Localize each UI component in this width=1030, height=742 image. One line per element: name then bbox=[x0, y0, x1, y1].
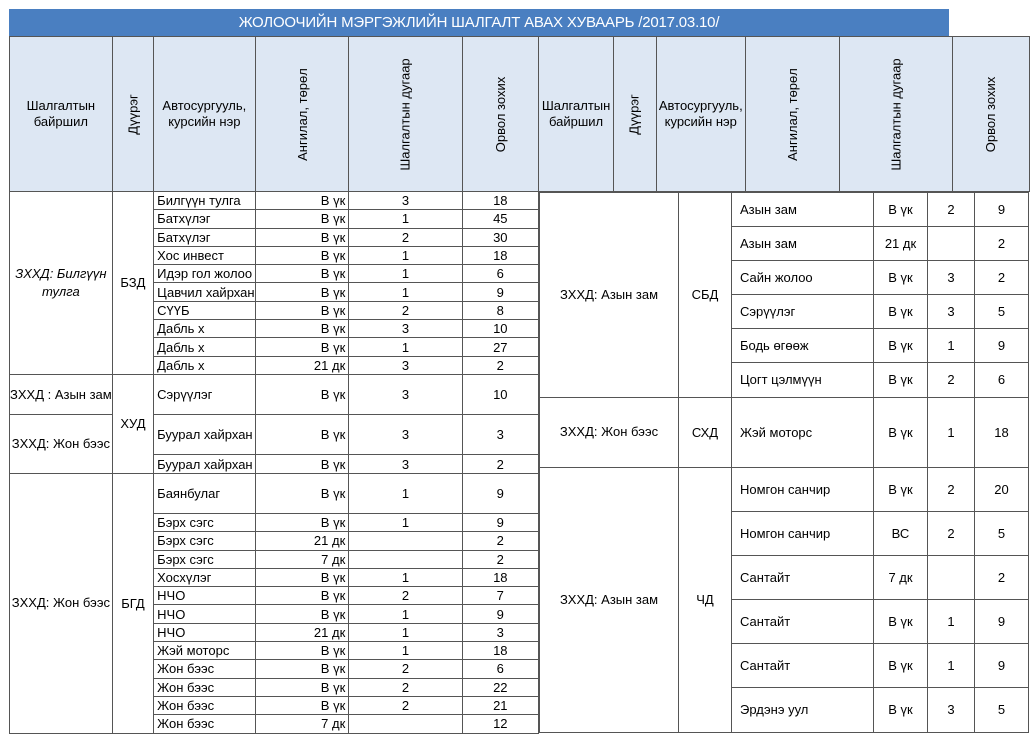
school-name: Бодь өгөөж bbox=[732, 329, 874, 363]
participant-count: 18 bbox=[975, 397, 1029, 467]
header-school: Автосургууль, курсийн нэр bbox=[154, 37, 255, 192]
exam-number: 1 bbox=[928, 397, 975, 467]
category: В үк bbox=[255, 642, 349, 660]
category: В үк bbox=[874, 261, 928, 295]
school-name: Сэрүүлэг bbox=[732, 295, 874, 329]
category: В үк bbox=[874, 643, 928, 687]
exam-number: 1 bbox=[349, 568, 462, 586]
category: В үк bbox=[255, 415, 349, 455]
school-name: Номгон санчир bbox=[732, 467, 874, 511]
exam-number: 1 bbox=[349, 246, 462, 264]
exam-number: 3 bbox=[928, 687, 975, 733]
participant-count: 9 bbox=[975, 599, 1029, 643]
exam-number bbox=[928, 555, 975, 599]
exam-number: 2 bbox=[928, 467, 975, 511]
exam-number bbox=[349, 715, 462, 733]
school-name: Сантайт bbox=[732, 555, 874, 599]
participant-count: 6 bbox=[975, 363, 1029, 398]
participant-count: 3 bbox=[462, 415, 538, 455]
participant-count: 5 bbox=[975, 295, 1029, 329]
category: ВС bbox=[874, 511, 928, 555]
school-name: Жон бээс bbox=[154, 696, 255, 714]
school-name: Сантайт bbox=[732, 643, 874, 687]
participant-count: 5 bbox=[975, 511, 1029, 555]
category: В үк bbox=[874, 599, 928, 643]
exam-number bbox=[349, 532, 462, 550]
participant-count: 7 bbox=[462, 587, 538, 605]
category: В үк bbox=[255, 568, 349, 586]
school-name: Эрдэнэ уул bbox=[732, 687, 874, 733]
exam-number: 2 bbox=[349, 660, 462, 678]
school-name: Буурал хайрхан bbox=[154, 455, 255, 473]
header-district: Дүүрэг bbox=[112, 37, 153, 192]
participant-count: 2 bbox=[975, 227, 1029, 261]
header-location: Шалгалтын байршил bbox=[10, 37, 113, 192]
category: В үк bbox=[874, 329, 928, 363]
school-name: Жон бээс bbox=[154, 660, 255, 678]
header-exam-no: Шалгалтын дугаар bbox=[349, 37, 462, 192]
participant-count: 10 bbox=[462, 374, 538, 414]
school-name: Азын зам bbox=[732, 193, 874, 227]
exam-number: 2 bbox=[349, 587, 462, 605]
school-name: Дабль х bbox=[154, 356, 255, 374]
participant-count: 6 bbox=[462, 265, 538, 283]
category: В үк bbox=[255, 265, 349, 283]
category: В үк bbox=[255, 513, 349, 531]
participant-count: 9 bbox=[462, 513, 538, 531]
school-name: Бэрх сэгс bbox=[154, 550, 255, 568]
exam-number: 2 bbox=[928, 511, 975, 555]
school-name: Батхүлэг bbox=[154, 210, 255, 228]
location-cell: ЗХХД: Жон бээс bbox=[540, 397, 679, 467]
exam-schedule-table bbox=[9, 36, 1030, 734]
category: 7 дк bbox=[255, 550, 349, 568]
category: 21 дк bbox=[255, 623, 349, 641]
school-name: Сэрүүлэг bbox=[154, 374, 255, 414]
school-name: Номгон санчир bbox=[732, 511, 874, 555]
category: В үк bbox=[255, 338, 349, 356]
participant-count: 9 bbox=[975, 193, 1029, 227]
header-row bbox=[10, 37, 1030, 192]
category: В үк bbox=[255, 678, 349, 696]
participant-count: 10 bbox=[462, 320, 538, 338]
participant-count: 9 bbox=[975, 643, 1029, 687]
category: В үк bbox=[255, 696, 349, 714]
participant-count: 21 bbox=[462, 696, 538, 714]
header-participants-right: Орвол зохих bbox=[953, 37, 1029, 192]
exam-number: 2 bbox=[349, 678, 462, 696]
participant-count: 20 bbox=[975, 467, 1029, 511]
participant-count: 30 bbox=[462, 228, 538, 246]
participant-count: 18 bbox=[462, 246, 538, 264]
participant-count: 45 bbox=[462, 210, 538, 228]
school-name: Азын зам bbox=[732, 227, 874, 261]
location-cell: ЗХХД: Жон бээс bbox=[10, 415, 113, 474]
header-district-right: Дүүрэг bbox=[614, 37, 656, 192]
school-name: Сайн жолоо bbox=[732, 261, 874, 295]
right-section bbox=[539, 192, 1030, 734]
school-name: НЧО bbox=[154, 623, 255, 641]
exam-number: 1 bbox=[349, 283, 462, 301]
participant-count: 8 bbox=[462, 301, 538, 319]
header-school-right: Автосургууль, курсийн нэр bbox=[656, 37, 746, 192]
participant-count: 2 bbox=[462, 550, 538, 568]
participant-count: 18 bbox=[462, 642, 538, 660]
category: В үк bbox=[255, 455, 349, 473]
category: В үк bbox=[255, 605, 349, 623]
school-name: Жэй моторс bbox=[154, 642, 255, 660]
exam-number: 1 bbox=[349, 642, 462, 660]
exam-number: 2 bbox=[349, 696, 462, 714]
header-category-right: Ангилал, төрөл bbox=[746, 37, 840, 192]
participant-count: 5 bbox=[975, 687, 1029, 733]
category: В үк bbox=[874, 193, 928, 227]
school-name: Бэрх сэгс bbox=[154, 532, 255, 550]
category: В үк bbox=[255, 228, 349, 246]
school-name: Бэрх сэгс bbox=[154, 513, 255, 531]
location-cell: ЗХХД: Азын зам bbox=[540, 193, 679, 398]
exam-number: 2 bbox=[349, 301, 462, 319]
school-name: Жон бээс bbox=[154, 715, 255, 733]
schedule-body bbox=[10, 192, 1030, 734]
exam-number: 3 bbox=[349, 374, 462, 414]
exam-number: 2 bbox=[928, 363, 975, 398]
table-row bbox=[540, 397, 1029, 467]
school-name: Цавчил хайрхан bbox=[154, 283, 255, 301]
header-category: Ангилал, төрөл bbox=[255, 37, 349, 192]
participant-count: 2 bbox=[462, 532, 538, 550]
school-name: НЧО bbox=[154, 605, 255, 623]
district-cell: ЧД bbox=[679, 467, 732, 733]
exam-number: 1 bbox=[928, 329, 975, 363]
category: 21 дк bbox=[255, 356, 349, 374]
category: В үк bbox=[874, 295, 928, 329]
category: В үк bbox=[255, 283, 349, 301]
header-participants: Орвол зохих bbox=[462, 37, 538, 192]
category: 7 дк bbox=[255, 715, 349, 733]
exam-number: 1 bbox=[349, 605, 462, 623]
exam-number: 2 bbox=[349, 228, 462, 246]
participant-count: 2 bbox=[462, 455, 538, 473]
participant-count: 12 bbox=[462, 715, 538, 733]
participant-count: 2 bbox=[975, 555, 1029, 599]
district-cell: СХД bbox=[679, 397, 732, 467]
exam-number: 1 bbox=[349, 338, 462, 356]
participant-count: 9 bbox=[462, 283, 538, 301]
table-row bbox=[10, 192, 1030, 210]
location-cell: ЗХХД: Жон бээс bbox=[10, 473, 113, 733]
category: В үк bbox=[874, 687, 928, 733]
exam-number: 3 bbox=[928, 295, 975, 329]
table-row bbox=[540, 193, 1029, 227]
school-name: Сантайт bbox=[732, 599, 874, 643]
exam-number: 3 bbox=[349, 356, 462, 374]
exam-number: 3 bbox=[349, 320, 462, 338]
school-name: Идэр гол жолоо bbox=[154, 265, 255, 283]
exam-number: 1 bbox=[349, 210, 462, 228]
school-name: Баянбулаг bbox=[154, 473, 255, 513]
exam-number: 3 bbox=[349, 455, 462, 473]
category: В үк bbox=[255, 587, 349, 605]
school-name: Хос инвест bbox=[154, 246, 255, 264]
category: В үк bbox=[255, 246, 349, 264]
participant-count: 2 bbox=[462, 356, 538, 374]
category: В үк bbox=[255, 192, 349, 210]
category: 7 дк bbox=[874, 555, 928, 599]
exam-number: 1 bbox=[349, 623, 462, 641]
category: В үк bbox=[255, 374, 349, 414]
participant-count: 3 bbox=[462, 623, 538, 641]
school-name: СҮҮБ bbox=[154, 301, 255, 319]
exam-number bbox=[349, 550, 462, 568]
district-cell: БГД bbox=[112, 473, 153, 733]
participant-count: 27 bbox=[462, 338, 538, 356]
exam-number: 1 bbox=[928, 643, 975, 687]
participant-count: 2 bbox=[975, 261, 1029, 295]
school-name: Билгүүн тулга bbox=[154, 192, 255, 210]
header-location-right: Шалгалтын байршил bbox=[539, 37, 614, 192]
exam-number: 2 bbox=[928, 193, 975, 227]
exam-number bbox=[928, 227, 975, 261]
exam-number: 3 bbox=[928, 261, 975, 295]
participant-count: 6 bbox=[462, 660, 538, 678]
category: В үк bbox=[255, 660, 349, 678]
exam-number: 1 bbox=[349, 265, 462, 283]
district-cell: ХУД bbox=[112, 374, 153, 473]
category: В үк bbox=[255, 301, 349, 319]
category: В үк bbox=[874, 467, 928, 511]
category: 21 дк bbox=[255, 532, 349, 550]
school-name: Жон бээс bbox=[154, 678, 255, 696]
participant-count: 18 bbox=[462, 568, 538, 586]
participant-count: 22 bbox=[462, 678, 538, 696]
exam-number: 3 bbox=[349, 192, 462, 210]
school-name: Цогт цэлмүүн bbox=[732, 363, 874, 398]
school-name: Хосхүлэг bbox=[154, 568, 255, 586]
school-name: НЧО bbox=[154, 587, 255, 605]
district-cell: СБД bbox=[679, 193, 732, 398]
category: В үк bbox=[255, 320, 349, 338]
district-cell: БЗД bbox=[112, 192, 153, 375]
participant-count: 9 bbox=[462, 605, 538, 623]
exam-number: 1 bbox=[928, 599, 975, 643]
participant-count: 9 bbox=[462, 473, 538, 513]
exam-number: 1 bbox=[349, 513, 462, 531]
category: В үк bbox=[874, 363, 928, 398]
school-name: Дабль х bbox=[154, 338, 255, 356]
category: В үк bbox=[874, 397, 928, 467]
location-cell: ЗХХД : Азын зам bbox=[10, 374, 113, 414]
right-schedule-table bbox=[539, 192, 1029, 733]
page-title: ЖОЛООЧИЙН МЭРГЭЖЛИЙН ШАЛГАЛТ АВАХ ХУВААРЬ /2017.03.10/ bbox=[9, 9, 949, 36]
category: В үк bbox=[255, 473, 349, 513]
header-exam-no-right: Шалгалтын дугаар bbox=[839, 37, 952, 192]
category: 21 дк bbox=[874, 227, 928, 261]
school-name: Буурал хайрхан bbox=[154, 415, 255, 455]
school-name: Дабль х bbox=[154, 320, 255, 338]
school-name: Жэй моторс bbox=[732, 397, 874, 467]
location-cell: ЗХХД: Билгүүн тулга bbox=[10, 192, 113, 375]
participant-count: 18 bbox=[462, 192, 538, 210]
exam-number: 3 bbox=[349, 415, 462, 455]
exam-number: 1 bbox=[349, 473, 462, 513]
participant-count: 9 bbox=[975, 329, 1029, 363]
location-cell: ЗХХД: Азын зам bbox=[540, 467, 679, 733]
table-row bbox=[540, 467, 1029, 511]
school-name: Батхүлэг bbox=[154, 228, 255, 246]
category: В үк bbox=[255, 210, 349, 228]
